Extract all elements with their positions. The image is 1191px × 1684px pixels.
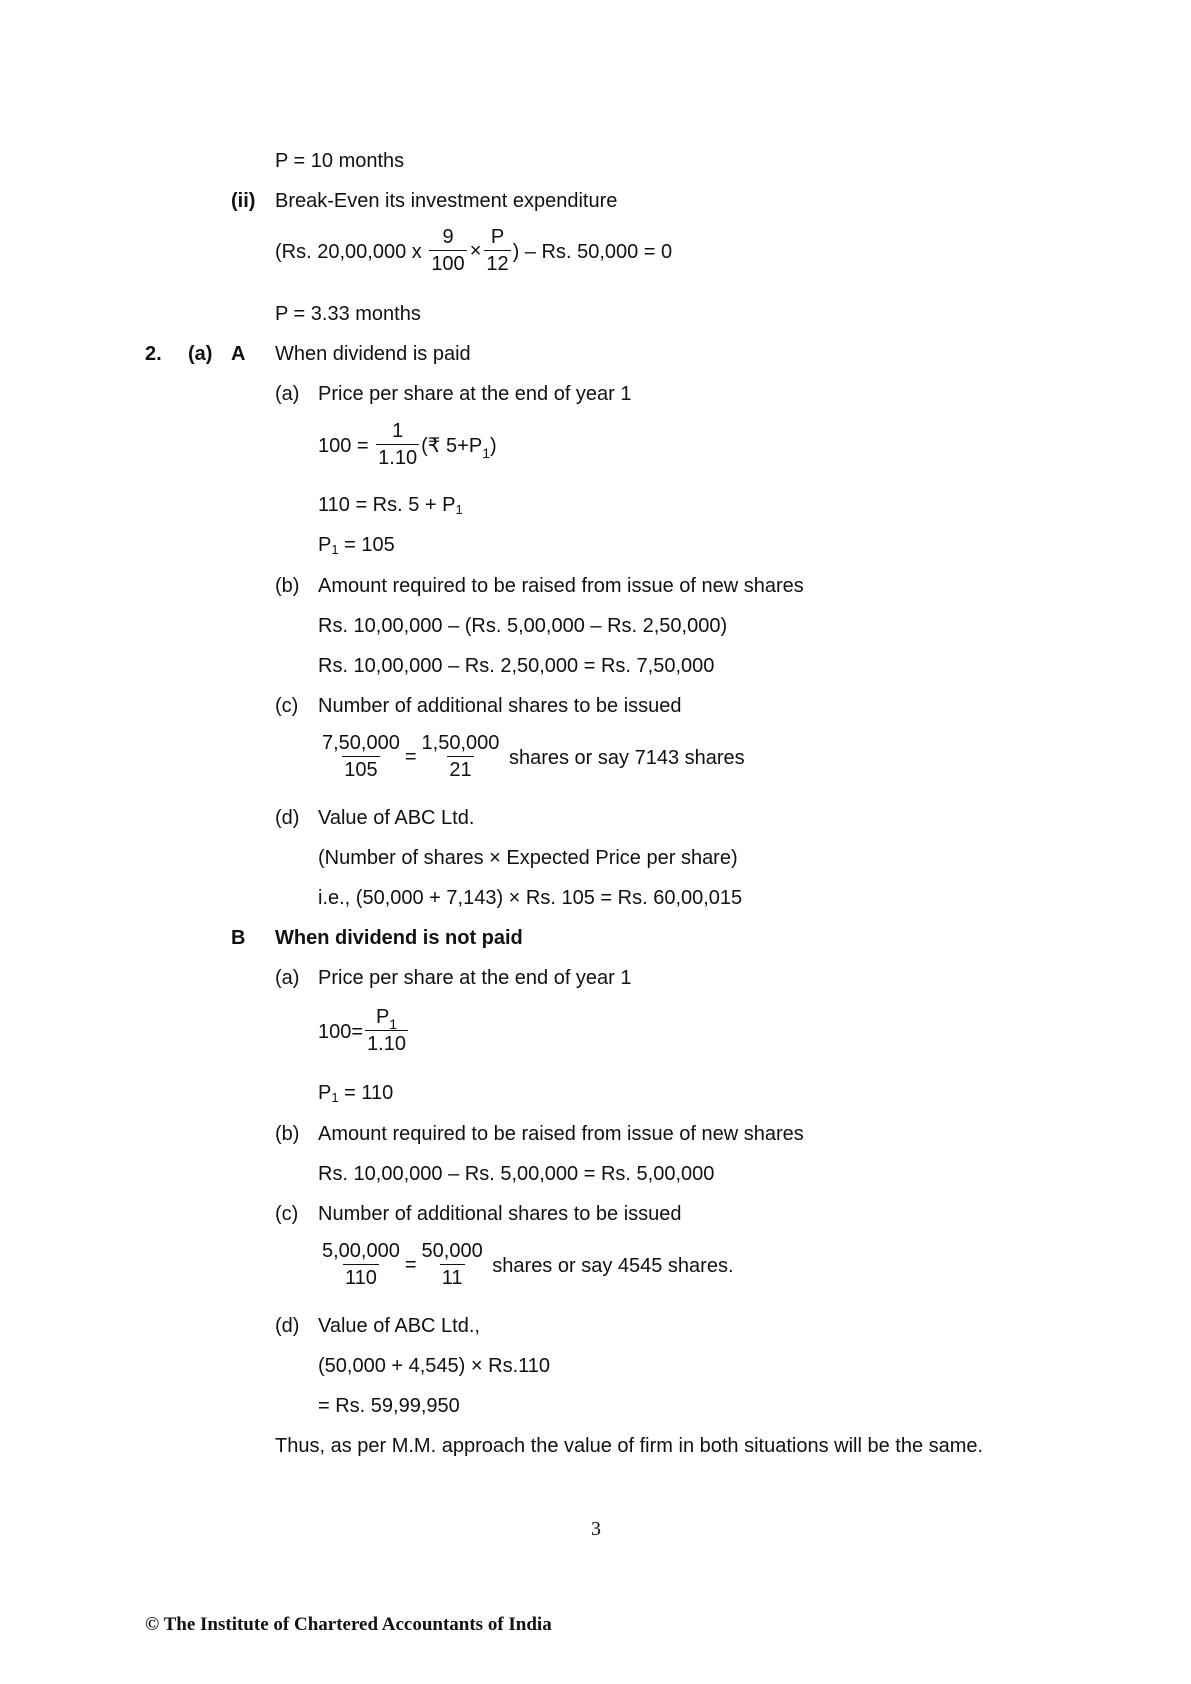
amount-line-1: Rs. 10,00,000 – (Rs. 5,00,000 – Rs. 2,50,000) [318, 615, 728, 637]
subitem-label-c: (c) [275, 1203, 299, 1225]
fraction-numerator: P [490, 226, 505, 249]
fraction-numerator: 5,00,000 [322, 1240, 400, 1263]
equation-rhs: (₹ 5+P [421, 435, 483, 457]
price-line-110 [318, 493, 463, 517]
numerator-subscript: 1 [389, 1016, 398, 1033]
equals-operator: = [404, 1253, 417, 1276]
subitem-label-b: (b) [275, 1123, 300, 1145]
section-b-title: When dividend is not paid [275, 927, 523, 949]
fraction-p1-over-1-10 [365, 1004, 408, 1057]
amount-line-2: Rs. 10,00,000 – Rs. 2,50,000 = Rs. 7,50,000 [318, 655, 715, 677]
subscript: 1 [455, 502, 463, 517]
equation-prefix: (Rs. 20,00,000 x [275, 241, 422, 263]
price-result-110 [318, 1081, 393, 1105]
line-text: 110 = Rs. 5 + P [318, 494, 456, 516]
shares-equation-a [318, 730, 745, 787]
fraction-denominator: 105 [342, 756, 379, 783]
subitem-label-c: (c) [275, 695, 299, 717]
subitem-b-text: Amount required to be raised from issue of new shares [318, 575, 804, 597]
fraction-numerator: 7,50,000 [322, 732, 400, 755]
fraction-numerator: 9 [442, 226, 454, 249]
subitem-label-a: (a) [275, 383, 300, 405]
break-even-heading: Break-Even its investment expenditure [275, 190, 618, 212]
fraction-denominator: 12 [484, 250, 510, 277]
subitem-label-a: (a) [275, 967, 300, 989]
section-label-a: A [231, 343, 246, 365]
line-text: = 105 [338, 534, 395, 556]
subitem-c-text: Number of additional shares to be issued [318, 695, 682, 717]
fraction-denominator: 110 [343, 1264, 379, 1291]
price-result-105 [318, 533, 395, 557]
section-a-title: When dividend is paid [275, 343, 471, 365]
line-text: P [318, 534, 332, 556]
fraction-500000-over-110 [320, 1238, 402, 1291]
value-line-1: (50,000 + 4,545) × Rs.110 [318, 1355, 551, 1377]
times-operator: × [469, 239, 482, 262]
subitem-b-text: Amount required to be raised from issue of new shares [318, 1123, 804, 1145]
subitem-a-text: Price per share at the end of year 1 [318, 967, 632, 989]
fraction-denominator: 1.10 [376, 444, 419, 471]
value-line-1: (Number of shares × Expected Price per share) [318, 847, 738, 869]
price-equation-a [318, 418, 497, 474]
item-label-ii: (ii) [231, 190, 256, 212]
subitem-label-b: (b) [275, 575, 300, 597]
question-number: 2. [145, 343, 162, 365]
p-result-3-33-months: P = 3.33 months [275, 303, 421, 325]
fraction-p-over-12 [484, 224, 510, 277]
fraction-denominator: 11 [440, 1264, 465, 1291]
value-line-2: i.e., (50,000 + 7,143) × Rs. 105 = Rs. 60,00,015 [318, 887, 743, 909]
subitem-c-text: Number of additional shares to be issued [318, 1203, 682, 1225]
value-line-2: = Rs. 59,99,950 [318, 1395, 460, 1417]
fraction-750000-over-105 [320, 730, 402, 783]
subitem-a-text: Price per share at the end of year 1 [318, 383, 632, 405]
subitem-label-d: (d) [275, 807, 300, 829]
subitem-d-text: Value of ABC Ltd., [318, 1315, 480, 1337]
break-even-equation [275, 224, 672, 281]
fraction-numerator: 1 [392, 420, 404, 443]
fraction-numerator: 50,000 [421, 1240, 483, 1263]
p-result-10-months: P = 10 months [275, 150, 405, 172]
fraction-denominator: 100 [429, 250, 466, 277]
fraction-150000-over-21 [420, 730, 502, 783]
equation-rhs-subscript: 1 [482, 445, 490, 461]
fraction-numerator [374, 1004, 399, 1033]
shares-suffix: shares or say 4545 shares. [492, 1255, 734, 1277]
question-part-label: (a) [188, 343, 213, 365]
equation-lhs: 100= [318, 1021, 364, 1043]
fraction-denominator: 21 [447, 756, 473, 783]
equation-close: ) [490, 435, 497, 457]
fraction-9-over-100 [429, 224, 466, 277]
equals-operator: = [404, 745, 417, 768]
fraction-numerator: 1,50,000 [421, 732, 500, 755]
page-number: 3 [591, 1518, 601, 1540]
subitem-label-d: (d) [275, 1315, 300, 1337]
equation-suffix: ) – Rs. 50,000 = 0 [512, 241, 673, 263]
numerator-text: P [375, 1006, 390, 1029]
amount-line-1: Rs. 10,00,000 – Rs. 5,00,000 = Rs. 5,00,000 [318, 1163, 715, 1185]
subscript: 1 [331, 1090, 339, 1105]
fraction-1-over-1-10 [376, 418, 419, 471]
subitem-d-text: Value of ABC Ltd. [318, 807, 475, 829]
fraction-50000-over-11 [420, 1238, 485, 1291]
fraction-denominator: 1.10 [365, 1030, 408, 1057]
shares-equation-b [318, 1238, 734, 1295]
price-equation-b [318, 1004, 410, 1060]
shares-suffix: shares or say 7143 shares [508, 747, 745, 769]
equation-lhs: 100 = [318, 435, 369, 457]
line-text: P [318, 1082, 332, 1104]
subscript: 1 [331, 542, 339, 557]
conclusion-text: Thus, as per M.M. approach the value of firm in both situations will be the same. [275, 1435, 984, 1457]
line-text: = 110 [338, 1082, 394, 1104]
copyright-footer: © The Institute of Chartered Accountants of India [145, 1614, 552, 1635]
section-label-b: B [231, 927, 246, 949]
